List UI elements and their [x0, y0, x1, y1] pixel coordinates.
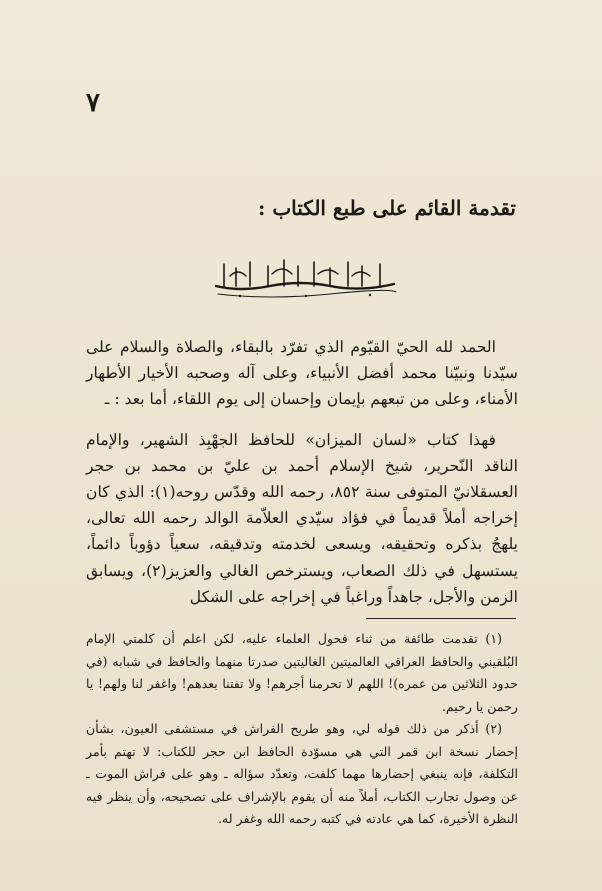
paragraph-book: فهذا كتاب «لسان الميزان» للحافظ الجهْبِذ الشهير، والإمام الناقد النّحرير، شيخ الإسلام أحمد بن عليّ بن محمد بن حجر العسقلانيّ المتوفى سنة ٨٥٢، رحمه الله وقدّس روحه(١): الذي كان إخراجه أملاً قديماً في فؤاد سيّدي العلاّمة الوالد رحمه الله تعالى، يلهجُ بذكره وتحقيقه، ويسعى لخدمته وتدقيقه، سعياً دؤوباً دائماً، يستسهل في ذلك الصعاب، ويسترخص الغالي والعزيز(٢)، ويسابق الزمن والأجل، جاهداً وراغباً في إخراجه على الشكل — [86, 430, 519, 606]
footnote-divider — [366, 618, 516, 619]
footnote-1: (١) تقدمت طائفة من ثناء فحول العلماء عليه، لكن اعلم أن كلمتي الإمام البُلقيني والحافظ العراقي العالميتين الغاليتين صدرتا منهما والحافظ في شبابه (في حدود الثلاثين من عمره)! اللهم لا تحرمنا أجرهم! ولا تفتنا بعدهم! واغفر لنا ولهم! يا رحمن يا رحيم. — [86, 631, 518, 714]
section-heading: تقدمة القائم على طبع الكتاب : — [257, 196, 516, 220]
paragraph-intro: الحمد لله الحيّ القيّوم الذي تفرّد بالبقاء، والصلاة والسلام على سيّدنا ونبيّنا محمد أفضل الأنبياء، وعلى آله وصحبه الأخيار الأطهار الأمناء، وعلى من تبعهم بإيمان وإحسان إلى يوم اللقاء، أما بعد : ـ — [86, 338, 518, 409]
basmala-calligraphy — [210, 256, 400, 300]
page-number: ٧ — [86, 88, 100, 118]
main-text — [86, 334, 518, 610]
footnote-2: (٢) أذكر من ذلك قوله لي، وهو طريح الفراش في مستشفى العيون، بشأن إحضار نسخة ابن قمر التي هي مسوّدة الحافظ ابن حجر للكتاب: لا تهتم بأمر التكلفة، فإنه ينبغي إحضارها مهما كلفت، وتعدّد سؤاله ـ وهو على فراش الموت ـ عن وصول تجارب الكتاب، أملاً منه أن يقوم بالإشراف على تصحيحه، وأن ينظر فيه النظرة الأخيرة، كما هي عادته في كتبه رحمه الله وغفر له. — [86, 721, 518, 826]
footnotes — [86, 628, 518, 831]
